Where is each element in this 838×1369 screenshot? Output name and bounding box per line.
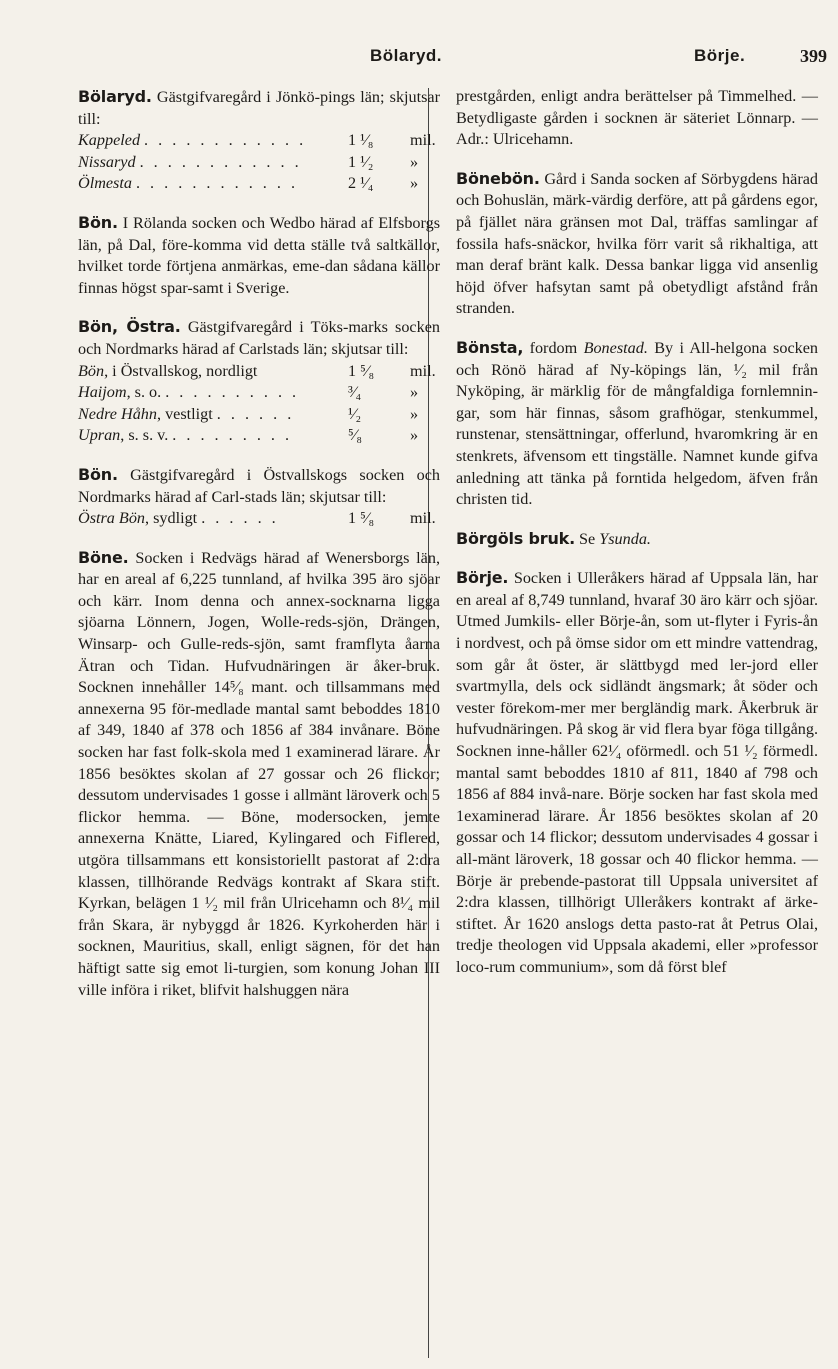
entry-text: I Rölanda socken och Wedbo härad af Elfsborgs län, på Dal, före-komma vid detta ställe två saltkällor, hvilket torde förtjena anmärkas, eme-dan sådana källor finnas högst spar-samt i Sverige.: [78, 213, 441, 297]
distance-row: Haijom, s. o. . . . . . . . . . . ³⁄₄ »: [78, 382, 440, 404]
place-note: , sydligt: [145, 509, 198, 528]
place-name: Ölmesta: [78, 174, 132, 193]
distance-value: ³⁄₄: [348, 383, 362, 402]
entry-bolaryd: [78, 86, 440, 195]
entry-text: By i All-helgona socken och Rönö härad af Ny-köpings län, ¹⁄₂ mil från Nyköping, är märklig för de mångfaldiga fornlemnin-gar, som här finnas, såsom grafhögar, stenkummel, runstenar, stensättningar, offerlund, hvaromkring är en stenkrets, äfvensom ett tingställe. Namnet kunde gifva anledning att tänka på forntida helgedom, äfven från christen tid.: [456, 338, 819, 509]
headword: Bön, Östra.: [78, 317, 181, 337]
distance-row: [78, 361, 440, 383]
headword: Bön.: [78, 212, 118, 232]
entry-text-prefix: fordom: [529, 338, 578, 357]
entry-italic-term: Bonestad.: [583, 338, 648, 357]
entry-text: Gästgifvaregård i Östvallskogs socken och Nordmarks härad af Carl-stads län; skjutsar till:: [78, 465, 440, 506]
entry-bonebon: [456, 168, 818, 320]
distance-value: 1 ⁵⁄₈: [348, 361, 375, 380]
headword: Bön.: [78, 464, 118, 484]
entry-text: Se: [579, 529, 596, 548]
distance-unit: »: [410, 426, 419, 445]
headword: Bönsta,: [456, 337, 524, 357]
distance-value: ⁵⁄₈: [348, 426, 362, 445]
cross-reference: Ysunda.: [599, 529, 651, 548]
entry-text: Socken i Redvägs härad af Wenersborgs län, har en areal af 6,225 tunnland, af hvilka 395 äro sjöar och kärr. Inom denna och annex-socknarna ligga sjöarna Lönnern, Jogen, Wolle-reds-sjön, Drängen, Winsarp- och Gulle-reds-sjön, samt framflyta åarna Ätran och Tidan. Hufvudnäringen är åker-bruk. Socknen innehåller 14⁵⁄₈ mant. och tillsammans med annexerna 95 för-medlade mantal samt beboddes 1810 af 349, 1840 af 378 och 1856 af 384 invånare. Böne socken har fast folk-skola med 1 examinerad lärare. År 1856 besöktes skolan af 27 gossar och 26 flickor; dessutom undervisades 1 gosse i allmänt läroverk och 5 flickor hemma. — Böne, modersocken, jemte annexerna Knätte, Liared, Kylingared och Fiflered, utgöra tillsammans ett konsistoriellt pastorat af 2:dra klassen, tillhörande Redvägs kontrakt af Skara stift. Kyrkan, belägen 1 ¹⁄₂ mil från Ulricehamn och 8¹⁄₄ mil från Skara, är nybyggd år 1826. Kyrkoherden här i socknen, Mauritius, skall, enligt sägnen, för det han häftigt satte sig emot li-turgien, som konung Johan III ville införa i riket, blifvit halshuggen nära: [78, 548, 441, 999]
distance-list: [78, 130, 440, 195]
distance-unit: »: [410, 174, 419, 193]
distance-row: Nedre Håhn, vestligt . . . . . . ¹⁄₂ »: [78, 404, 440, 426]
place-note: , s. o.: [126, 383, 162, 402]
right-column: [456, 86, 818, 996]
entry-text: Socken i Ulleråkers härad af Uppsala län, har en areal af 8,749 tunnland, hvaraf 30 äro kärr och sjöar. Utmed Jumkils- eller Börje-ån, som ut-flyter i Fyris-ån i nordvest, och på ömse sidor om ett mindre vattendrag, som går åt öster, är slättbygd med ler-jord eller svartmylla, dels ock sidländt ängsmark; åt söder och vester förekom-mer mer bergländig mark. Åkerbruk är hufvudnäringen. På skog är vid flera byar föga tillgång. Socknen inne-håller 62¹⁄₄ oförmedl. och 51 ¹⁄₂ förmedl. mantal samt beboddes 1810 af 811, 1840 af 798 och 1856 af 884 invå-nare. Börje socken har fast skola med 1examinerad lärare. År 1856 besöktes skolan af 20 gossar och 14 flickor; dessutom undervisades 4 gossar i all-mänt läroverk, 18 gossar och 40 flickor hemma. — Börje är prebende-pastorat till Uppsala universitet af 2:dra klassen, tillhörigt Ulleråkers kontrakt af ärke-stiftet. År 1620 anslogs detta pasto-rat åt Petrus Olai, tredje theologen vid Uppsala akademi, eller »professor loco-rum communium», som då först blef: [456, 569, 819, 976]
headword: Böne.: [78, 547, 129, 567]
distance-value: 1 ⁵⁄₈: [348, 509, 375, 528]
headword: Börgöls bruk.: [456, 528, 575, 548]
distance-row: Östra Bön, sydligt . . . . . . 1 ⁵⁄₈ mil.: [78, 508, 440, 530]
entry-bone: [78, 547, 440, 1001]
place-name: Nedre Håhn: [78, 404, 157, 423]
place-name: Bön: [78, 361, 105, 380]
place-name: Upran: [78, 426, 121, 445]
page-number: 399: [800, 46, 827, 66]
left-column: [78, 86, 440, 1018]
distance-value: 1 ¹⁄₂: [348, 152, 374, 171]
running-head-right: Börje.: [694, 46, 746, 65]
distance-unit: mil.: [410, 131, 436, 150]
entry-borgols-bruk: [456, 528, 818, 551]
place-note: , i Östvallskog, nordligt: [104, 361, 258, 380]
distance-unit: mil.: [410, 361, 436, 380]
distance-value: ¹⁄₂: [348, 404, 362, 423]
entry-continuation: [456, 86, 818, 151]
place-note: , vestligt: [156, 404, 213, 423]
place-name: Östra Bön: [78, 509, 146, 528]
headword: Börje.: [456, 568, 509, 588]
distance-row: Kappeled . . . . . . . . . . . . 1 ¹⁄₈ mil.: [78, 130, 440, 152]
entry-borje: [456, 567, 818, 978]
distance-row: Ölmesta . . . . . . . . . . . . 2 ¹⁄₄ »: [78, 173, 440, 195]
distance-unit: »: [410, 404, 419, 423]
entry-bon-2: [78, 464, 440, 530]
entry-bon: [78, 212, 440, 299]
headword: Bönebön.: [456, 168, 540, 188]
distance-value: 2 ¹⁄₄: [348, 174, 374, 193]
headword: Bölaryd.: [78, 87, 152, 106]
place-name: Nissaryd: [78, 152, 136, 171]
entry-bon-ostra: [78, 316, 440, 447]
entry-text: prestgården, enligt andra berättelser på Timmelhed. — Betydligaste gården i socknen är säteriet Lönnarp. — Adr.: Ulricehamn.: [456, 87, 818, 149]
distance-unit: mil.: [410, 509, 436, 528]
distance-unit: »: [410, 383, 419, 402]
entry-bonsta: [456, 337, 818, 511]
distance-list: [78, 361, 440, 447]
place-name: Haijom: [78, 383, 127, 402]
distance-row: Nissaryd . . . . . . . . . . . . 1 ¹⁄₂ »: [78, 152, 440, 174]
entry-text: Gästgifvaregård i Töks-marks socken och Nordmarks härad af Carlstads län; skjutsar till:: [78, 318, 440, 358]
entry-text: Gästgifvaregård i Jönkö-pings län; skjutsar till:: [78, 88, 441, 128]
place-note: , s. s. v.: [120, 426, 169, 445]
entry-text: Gård i Sanda socken af Sörbygdens härad och Bohuslän, märk-värdig derföre, att på gårdens egor, på fjället nära gränsen mot Dal, träffas samlingar af fossila hafs-snäckor, hvilka förr varit så rikhaltiga, att man deraf bränt kalk. Dessa bankar ligga vid ansenlig höjd öfver hafsytan samt på obetydligt afstånd från stranden.: [456, 169, 818, 318]
place-name: Kappeled: [78, 131, 141, 150]
running-head-left: Bölaryd.: [370, 46, 443, 65]
distance-row: Upran, s. s. v. . . . . . . . . . ⁵⁄₈ »: [78, 425, 440, 447]
distance-unit: »: [410, 152, 419, 171]
distance-list: [78, 508, 440, 530]
distance-value: 1 ¹⁄₈: [348, 131, 374, 150]
